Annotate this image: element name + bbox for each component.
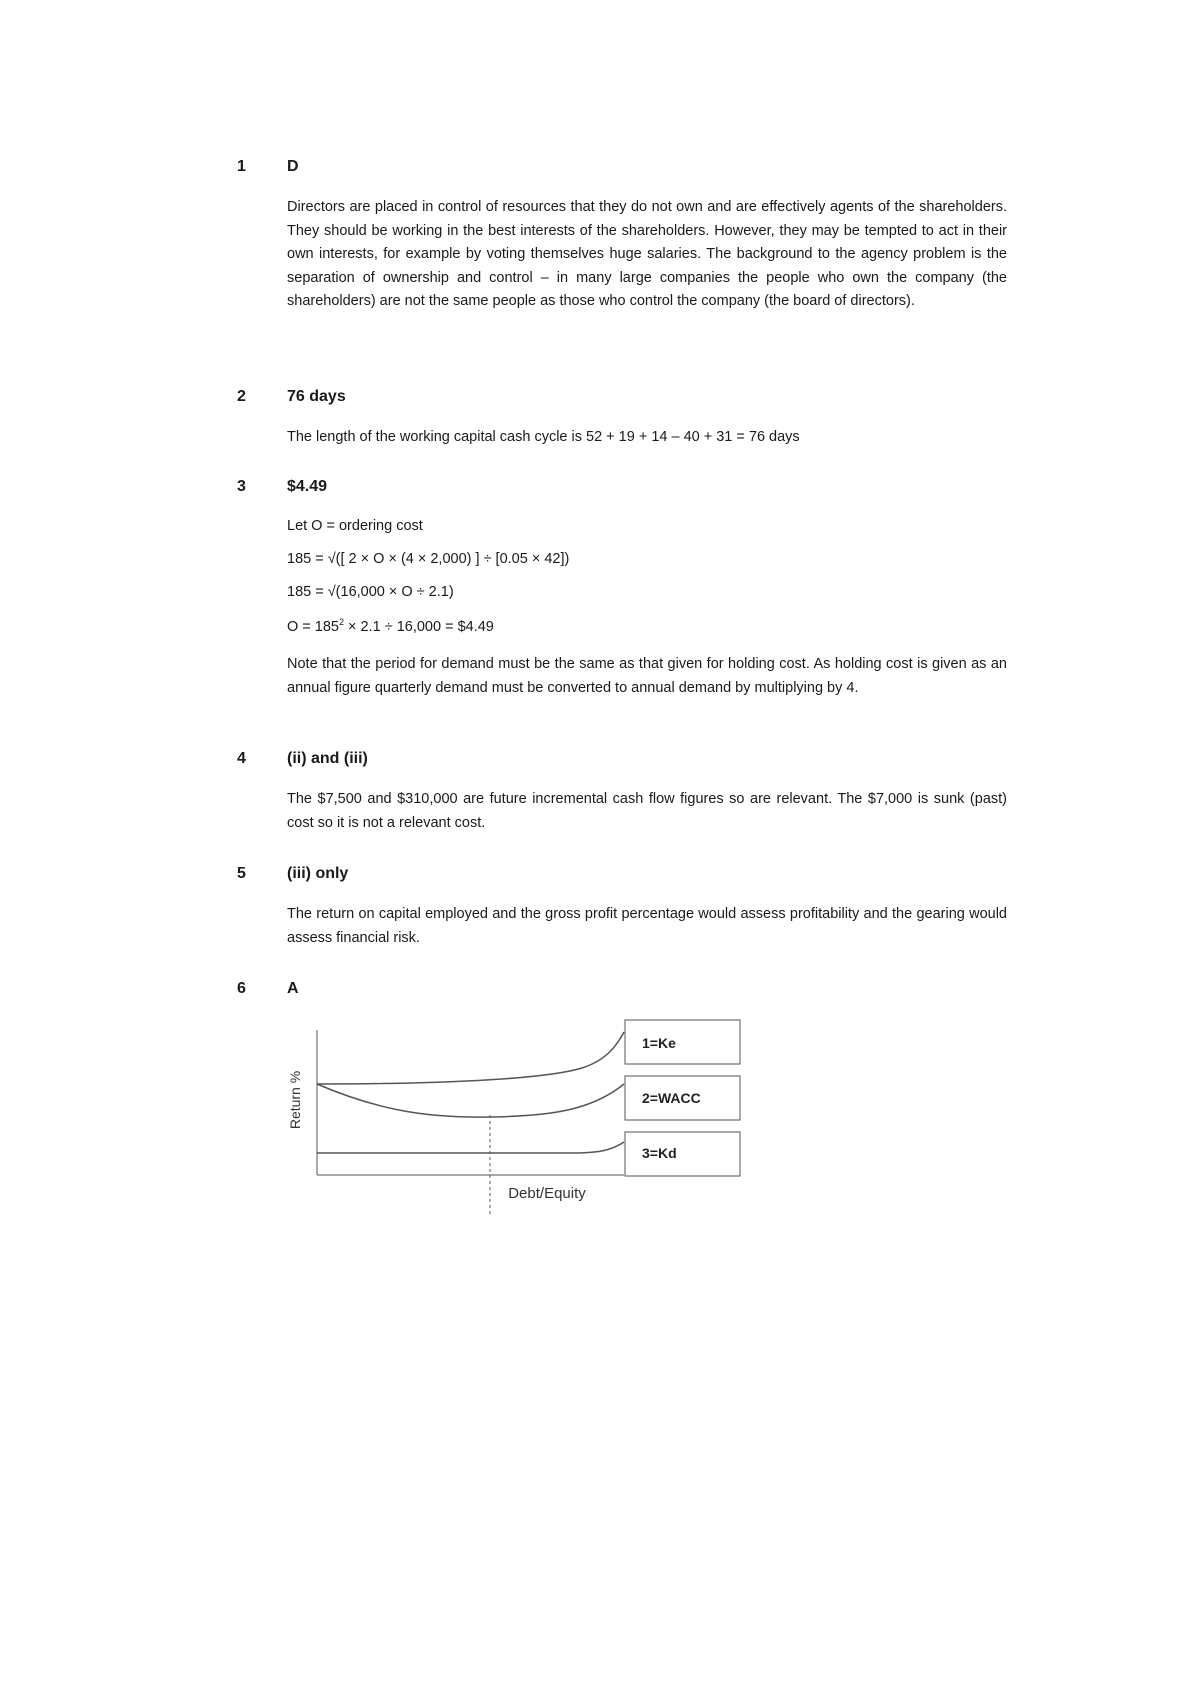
question-number: 6 (237, 980, 246, 997)
question-answer: (ii) and (iii) (287, 750, 368, 767)
question-number: 2 (237, 388, 246, 405)
kd-curve (317, 1142, 624, 1153)
y-axis-label: Return % (287, 1070, 303, 1130)
question-answer: $4.49 (287, 478, 328, 495)
cost-of-capital-chart (282, 1000, 742, 1220)
question-answer: A (287, 980, 299, 997)
superscript: 2 (339, 617, 345, 627)
legend-label-ke: 1=Ke (642, 1035, 676, 1051)
question-number: 3 (237, 478, 246, 495)
formula-part: × 2.1 ÷ 16,000 = $4.49 (344, 618, 494, 635)
wacc-curve (317, 1084, 624, 1117)
ke-curve (317, 1032, 624, 1084)
legend-label-wacc: 2=WACC (642, 1090, 701, 1106)
question-number: 1 (237, 158, 246, 175)
formula-line: Let O = ordering cost (287, 518, 423, 534)
formula-line (287, 617, 494, 635)
formula-line: 185 = √(16,000 × O ÷ 2.1) (287, 584, 454, 600)
explanation: The length of the working capital cash cycle is 52 + 19 + 14 – 40 + 31 = 76 days (287, 429, 800, 445)
formula-line: 185 = √([ 2 × O × (4 × 2,000) ] ÷ [0.05 × 42]) (287, 551, 570, 567)
question-answer: (iii) only (287, 865, 349, 882)
explanation: Note that the period for demand must be the same as that given for holding cost. As holding cost is given as an annual figure quarterly demand must be converted to annual demand by multiplying by 4. (287, 656, 1007, 696)
explanation: The $7,500 and $310,000 are future incremental cash flow figures so are relevant. The $7,000 is sunk (past) cost so it is not a relevant cost. (287, 791, 1007, 831)
x-axis-label: Debt/Equity (508, 1185, 586, 1202)
legend-label-kd: 3=Kd (642, 1145, 677, 1161)
question-answer: D (287, 158, 299, 175)
explanation: Directors are placed in control of resources that they do not own and are effectively agents of the shareholders. They should be working in the best interests of the shareholders. However, they may be tempted to act in their own interests, for example by voting themselves huge salaries. The background to the agency problem is the separation of ownership and control – in many large companies the people who own the company (the shareholders) are not the same people as those who control the company (the board of directors). (287, 199, 1007, 309)
question-answer: 76 days (287, 388, 346, 405)
formula-part: O = 185 (287, 618, 339, 635)
question-number: 4 (237, 750, 246, 767)
question-number: 5 (237, 865, 246, 882)
explanation: The return on capital employed and the gross profit percentage would assess profitability and the gearing would assess financial risk. (287, 906, 1007, 946)
